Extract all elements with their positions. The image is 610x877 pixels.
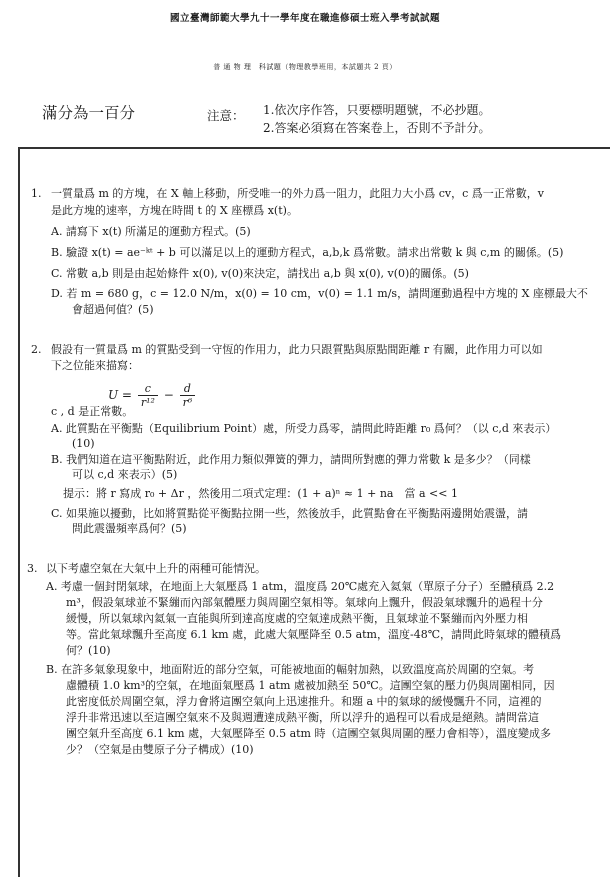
q1-stem-line-2: 是此方塊的速率，方塊在時間 t 的 X 座標爲 x(t)。: [51, 204, 298, 217]
q2-part-c-line-2: 問此震盪頻率爲何？(5): [72, 522, 187, 535]
q1-part-d-line-2: 會超過何值？(5): [72, 303, 154, 316]
q2-part-b-line-1: B. 我們知道在這平衡點附近，此作用力類似彈簧的彈力，請問所對應的彈力常數 k 是多少？（同樣: [51, 453, 531, 466]
formula-den-2: r⁶: [182, 396, 193, 409]
formula-term-1: [138, 382, 158, 409]
q3-part-a-line-5: 何？(10): [66, 644, 111, 657]
q2-stem-line-1: 假設有一質量爲 m 的質點受到一守恆的作用力，此力只跟質點與原點間距離 r 有關，此作用力可以如: [51, 343, 543, 356]
q3-part-a-line-1: A. 考慮一個封閉氣球，在地面上大氣壓爲 1 atm，溫度爲 20℃處充入氦氣（單原子分子）至體積爲 2.2: [46, 580, 555, 593]
notice-label: 注意：: [207, 108, 245, 123]
q3-number: 3.: [27, 562, 38, 575]
notice-item-1: 1.依次序作答，只要標明題號，不必抄題。: [263, 103, 491, 117]
q3-part-b-line-2: 慮體積 1.0 km³的空氣，在地面氣壓爲 1 atm 處被加熱至 50℃。這團空氣的壓力仍與周圍相同，因: [66, 679, 555, 692]
q2-constants: c , d 是正常數。: [51, 405, 134, 418]
formula-den-1: r¹²: [140, 396, 155, 409]
q1-part-d-line-1: D. 若 m = 680 g，c = 12.0 N/m，x(0) = 10 cm，v(0) = 1.1 m/s，請問運動過程中方塊的 X 座標最大不: [51, 287, 588, 300]
formula-lhs: U =: [108, 388, 132, 402]
q3-part-b-line-3: 此密度低於周圍空氣，浮力會將這團空氣向上迅速推升。和題 a 中的氣球的緩慢飄升不同，這裡的: [66, 695, 542, 708]
q3-part-b-line-5: 團空氣升至高度 6.1 km 處，大氣壓降至 0.5 atm 時（這團空氣與周圍的壓力會相等），溫度變成多: [66, 727, 551, 740]
q2-part-a-line-2: (10): [72, 437, 95, 450]
q2-number: 2.: [31, 343, 42, 356]
q2-part-c-line-1: C. 如果施以擾動，比如將質點從平衡點拉開一些，然後放手，此質點會在平衡點兩邊開始震盪，請: [51, 507, 529, 520]
q2-hint: 提示：將 r 寫成 r₀ + Δr ，然後用二項式定理：(1 + a)ⁿ ≈ 1 + na 當 a << 1: [63, 487, 458, 500]
q1-part-c: C. 常數 a,b 則是由起始條件 x(0), v(0)來決定，請找出 a,b 與 x(0), v(0)的關係。(5): [51, 267, 469, 280]
q1-stem-line-1: 一質量爲 m 的方塊，在 X 軸上移動，所受唯一的外力爲一阻力，此阻力大小爲 cv，c 爲一正常數，v: [51, 187, 544, 200]
q1-part-b: B. 驗證 x(t) = ae⁻ᵏᵗ + b 可以滿足以上的運動方程式，a,b,k 爲常數。請求出常數 k 與 c,m 的關係。(5): [51, 246, 564, 259]
q2-part-a-line-1: A. 此質點在平衡點（Equilibrium Point）處，所受力爲零，請問此時距離 r₀ 爲何？（以 c,d 來表示）: [51, 422, 557, 435]
q2-stem-line-2: 下之位能來描寫：: [51, 359, 139, 372]
full-score-note: 滿分為一百分: [42, 104, 136, 122]
exam-subtitle: 普 通 物 理 科試題（物理教學班用，本試題共 2 頁）: [213, 63, 397, 71]
q3-part-a-line-2: m³，假設氣球並不緊繃而內部氣體壓力與周圍空氣相等。氣球向上飄升，假設氣球飄升的過程十分: [66, 596, 543, 609]
q2-part-b-line-2: 可以 c,d 來表示）(5): [72, 468, 178, 481]
q3-part-b-line-1: B. 在許多氣象現象中，地面附近的部分空氣，可能被地面的輻射加熱，以致溫度高於周圍的空氣。考: [46, 663, 535, 676]
q3-part-b-line-4: 浮升非常迅速以至這團空氣來不及與週遭達成熱平衡，所以浮升的過程可以看成是絕熱。請問當這: [66, 711, 539, 724]
formula-minus: −: [163, 388, 174, 402]
formula-term-2: [180, 382, 196, 409]
q3-part-b-line-6: 少？（空氣是由雙原子分子構成）(10): [66, 743, 254, 756]
q3-part-a-line-3: 緩慢，所以氣球內氦氣一直能與所到達高度處的空氣達成熱平衡，且氣球並不緊繃而內外壓力相: [66, 612, 528, 625]
exam-title: 國立臺灣師範大學九十一學年度在職進修碩士班入學考試試題: [169, 13, 440, 24]
q1-part-a: A. 請寫下 x(t) 所滿足的運動方程式。(5): [51, 225, 251, 238]
notice-item-2: 2.答案必須寫在答案卷上，否則不予計分。: [263, 121, 491, 135]
formula-num-2: d: [180, 382, 196, 396]
q3-stem: 以下考慮空氣在大氣中上升的兩種可能情況。: [46, 562, 266, 575]
q3-part-a-line-4: 等。當此氣球飄升至高度 6.1 km 處，此處大氣壓降至 0.5 atm，溫度-48℃，請問此時氣球的體積爲: [66, 628, 561, 641]
q1-number: 1.: [31, 187, 42, 200]
formula-num-1: c: [138, 382, 158, 396]
